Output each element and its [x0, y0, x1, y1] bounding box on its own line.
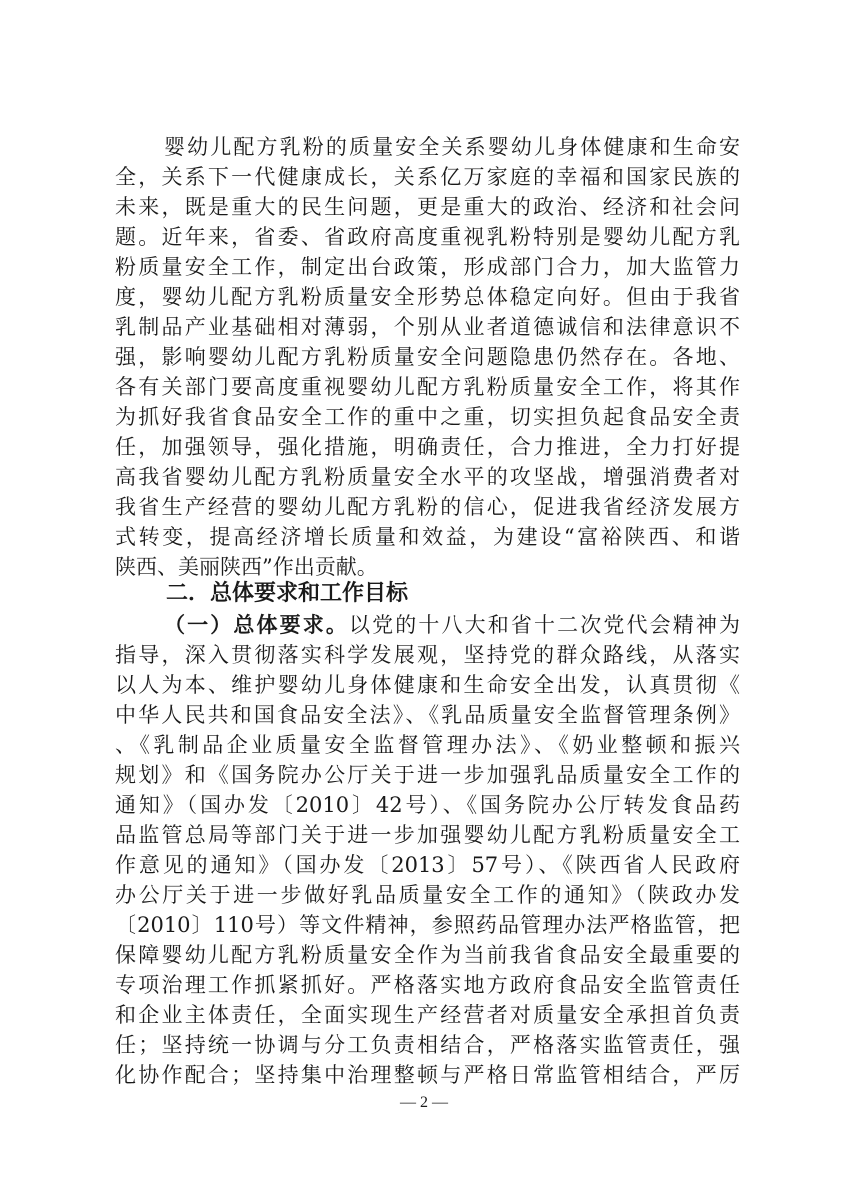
paragraph-line: 通知》（国办发〔2010〕42号）、《国务院办公厅转发食品药: [115, 793, 740, 817]
paragraph-line: 和企业主体责任，全面实现生产经营者对质量安全承担首负责: [115, 1003, 740, 1027]
paragraph-general-requirements: [115, 610, 740, 1090]
paragraph-line: 〔2010〕110号）等文件精神，参照药品管理办法严格监管，把: [115, 913, 740, 937]
paragraph-line: 高我省婴幼儿配方乳粉质量安全水平的攻坚战，增强消费者对: [115, 465, 740, 489]
paragraph-line: 化协作配合；坚持集中治理整顿与严格日常监管相结合，严厉: [115, 1063, 740, 1087]
paragraph-line: 强，影响婴幼儿配方乳粉质量安全问题隐患仍然存在。各地、: [115, 345, 740, 369]
paragraph-line: 专项治理工作抓紧抓好。严格落实地方政府食品安全监管责任: [115, 973, 740, 997]
paragraph-line: [115, 610, 740, 640]
paragraph-line-text: 以党的十八大和省十二次党代会精神为: [349, 613, 740, 637]
paragraph-line: 题。近年来，省委、省政府高度重视乳粉特别是婴幼儿配方乳: [115, 225, 740, 249]
paragraph-line: 、《乳制品企业质量安全监督管理办法》、《奶业整顿和振兴: [115, 733, 740, 757]
paragraph-intro: [115, 132, 740, 582]
page-number: — 2 —: [400, 1094, 448, 1111]
paragraph-line: 粉质量安全工作，制定出台政策，形成部门合力，加大监管力: [115, 255, 740, 279]
paragraph-line: 作意见的通知》（国办发〔2013〕57号）、《陕西省人民政府: [115, 853, 740, 877]
paragraph-line: 保障婴幼儿配方乳粉质量安全作为当前我省食品安全最重要的: [115, 943, 740, 967]
paragraph-line: 我省生产经营的婴幼儿配方乳粉的信心，促进我省经济发展方: [115, 495, 740, 519]
paragraph-line: 为抓好我省食品安全工作的重中之重，切实担负起食品安全责: [115, 405, 740, 429]
paragraph-line: 规划》和《国务院办公厅关于进一步加强乳品质量安全工作的: [115, 763, 740, 787]
paragraph-line: 度，婴幼儿配方乳粉质量安全形势总体稳定向好。但由于我省: [115, 285, 740, 309]
paragraph-line: 以人为本、维护婴幼儿身体健康和生命安全出发，认真贯彻《: [115, 673, 740, 697]
paragraph-line: 婴幼儿配方乳粉的质量安全关系婴幼儿身体健康和生命安: [164, 135, 740, 159]
paragraph-line: 中华人民共和国食品安全法》、《乳品质量安全监督管理条例》: [115, 703, 740, 727]
paragraph-line: 全，关系下一代健康成长，关系亿万家庭的幸福和国家民族的: [115, 165, 740, 189]
paragraph-line: 指导，深入贯彻落实科学发展观，坚持党的群众路线，从落实: [115, 643, 740, 667]
paragraph-line: 品监管总局等部门关于进一步加强婴幼儿配方乳粉质量安全工: [115, 823, 740, 847]
section-heading: 二．总体要求和工作目标: [166, 581, 409, 606]
paragraph-line: 任，加强领导，强化措施，明确责任，合力推进，全力打好提: [115, 435, 740, 459]
paragraph-line: 陕西、美丽陕西”作出贡献。: [115, 555, 378, 579]
paragraph-line: 未来，既是重大的民生问题，更是重大的政治、经济和社会问: [115, 195, 740, 219]
paragraph-line: 办公厅关于进一步做好乳品质量安全工作的通知》（陕政办发: [115, 883, 740, 907]
paragraph-line: 任；坚持统一协调与分工负责相结合，严格落实监管责任，强: [115, 1033, 740, 1057]
subsection-label: （一）总体要求。: [164, 613, 349, 637]
paragraph-line: 式转变，提高经济增长质量和效益，为建设“富裕陕西、和谐: [115, 525, 740, 549]
paragraph-line: 乳制品产业基础相对薄弱，个别从业者道德诚信和法律意识不: [115, 315, 740, 339]
paragraph-line: 各有关部门要高度重视婴幼儿配方乳粉质量安全工作，将其作: [115, 375, 740, 399]
